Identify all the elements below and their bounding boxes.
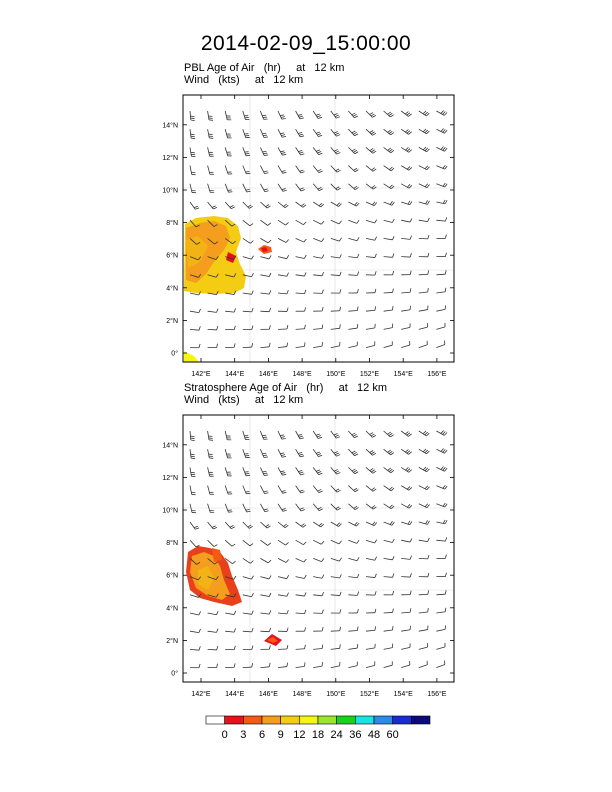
lon-tick-label: 142°E — [191, 371, 211, 378]
lat-tick-label: 6°N — [166, 252, 178, 260]
colorbar-swatch — [374, 716, 393, 724]
lon-tick-label: 144°E — [225, 371, 245, 378]
colorbar-label: 3 — [240, 729, 247, 741]
colorbar-swatch — [262, 716, 281, 724]
colorbar-label: 0 — [221, 729, 228, 741]
colorbar-swatch — [337, 716, 356, 724]
lat-tick-label: 0° — [171, 350, 178, 358]
colorbar-swatch — [243, 716, 262, 724]
colorbar-swatch — [206, 716, 225, 724]
colorbar-label: 24 — [330, 729, 343, 741]
lat-tick-label: 4°N — [166, 605, 178, 613]
colorbar-swatch — [318, 716, 337, 724]
lat-tick-label: 14°N — [162, 442, 178, 450]
colorbar-label: 6 — [258, 729, 266, 741]
lat-tick-label: 14°N — [162, 122, 178, 130]
lat-tick-label: 4°N — [166, 285, 178, 293]
lon-tick-label: 152°E — [359, 691, 380, 698]
lon-tick-label: 146°E — [258, 691, 278, 698]
panel1-title-line1: PBL Age of Air (hr) at 12 km — [184, 62, 345, 74]
lat-tick-label: 0° — [171, 670, 178, 678]
colorbar-label: 48 — [367, 729, 381, 741]
panel1-title-line2: Wind (kts) at 12 km — [184, 74, 304, 86]
colorbar-label: 12 — [293, 729, 306, 741]
lon-tick-label: 142°E — [191, 691, 211, 698]
colorbar-label: 60 — [386, 729, 399, 741]
lon-tick-label: 154°E — [393, 691, 413, 698]
lat-tick-label: 10°N — [162, 507, 178, 515]
figure-title: 2014-02-09_15:00:00 — [200, 32, 412, 55]
colorbar-swatch — [299, 716, 318, 724]
colorbar-swatch — [393, 716, 412, 724]
panel2-title-line2: Wind (kts) at 12 km — [184, 394, 304, 406]
lon-tick-label: 144°E — [225, 691, 245, 698]
colorbar-swatch — [411, 716, 430, 724]
lon-tick-label: 146°E — [258, 371, 278, 378]
lat-tick-label: 8°N — [166, 220, 178, 228]
lon-tick-label: 156°E — [427, 691, 447, 698]
lon-tick-label: 150°E — [326, 691, 346, 698]
lon-tick-label: 152°E — [359, 371, 380, 378]
panel2-frame — [183, 415, 454, 682]
colorbar-label: 18 — [311, 729, 325, 741]
panel2-title-line1: Stratosphere Age of Air (hr) at 12 km — [184, 382, 387, 394]
colorbar — [206, 716, 430, 724]
lat-tick-label: 2°N — [166, 317, 178, 325]
lat-tick-label: 2°N — [166, 637, 178, 645]
colorbar-swatch — [225, 716, 244, 724]
colorbar-label: 36 — [349, 729, 362, 741]
lat-tick-label: 6°N — [166, 572, 178, 580]
colorbar-swatch — [281, 716, 300, 724]
lat-tick-label: 8°N — [166, 540, 178, 548]
panel1-map — [162, 95, 454, 378]
colorbar-label: 9 — [277, 729, 284, 741]
lat-tick-label: 12°N — [162, 154, 178, 162]
colorbar-swatch — [355, 716, 374, 724]
lon-tick-label: 156°E — [427, 371, 447, 378]
lon-tick-label: 150°E — [326, 371, 346, 378]
lon-tick-label: 148°E — [292, 691, 312, 698]
lon-tick-label: 154°E — [393, 371, 413, 378]
lon-tick-label: 148°E — [292, 371, 312, 378]
panel2-map — [162, 415, 454, 698]
lat-tick-label: 10°N — [162, 187, 178, 195]
lat-tick-label: 12°N — [162, 474, 178, 482]
